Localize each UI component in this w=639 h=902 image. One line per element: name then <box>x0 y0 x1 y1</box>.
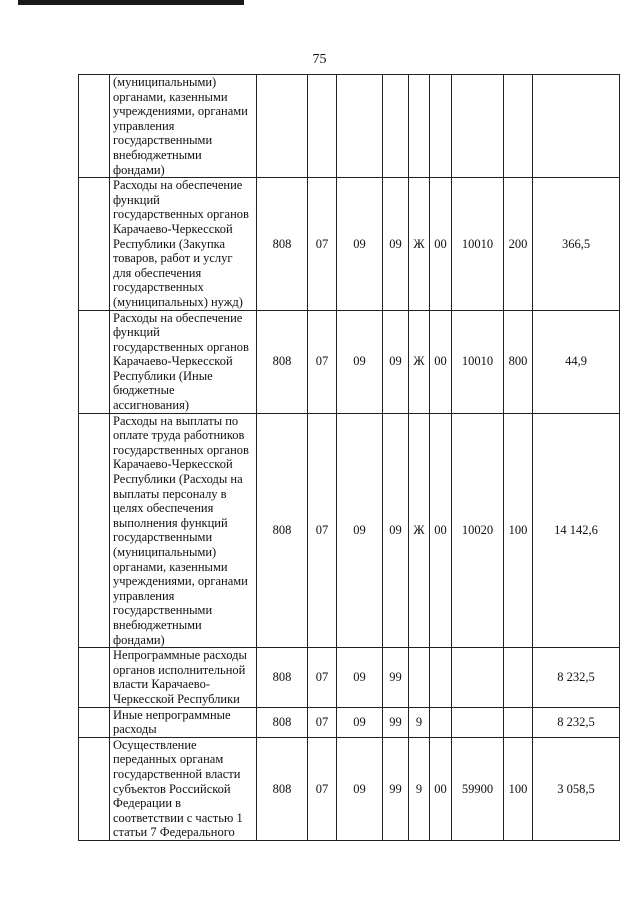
cell-ministry-code <box>257 75 308 178</box>
cell-amount: 44,9 <box>533 310 620 413</box>
cell-target-subprogram: Ж <box>409 413 430 648</box>
table-row <box>79 648 620 707</box>
description-line: учреждениями, органами <box>113 104 248 119</box>
description-line: государственными <box>113 530 213 545</box>
description-line: Карачаево-Черкесской <box>113 354 233 369</box>
description-line: государственных органов <box>113 339 249 354</box>
description-line: бюджетные <box>113 383 175 398</box>
cell-description <box>110 310 257 413</box>
cell-expense-type: 100 <box>504 737 533 840</box>
cell-target-program: 99 <box>383 737 409 840</box>
description-line: выполнения функций <box>113 515 228 530</box>
description-line: расходы <box>113 722 157 737</box>
description-line: Непрограммные расходы <box>113 648 247 663</box>
description-line: Черкесской Республики <box>113 691 240 706</box>
cell-amount: 8 232,5 <box>533 648 620 707</box>
table-row <box>79 707 620 737</box>
cell-subsection: 09 <box>337 707 383 737</box>
cell-target-program: 09 <box>383 178 409 310</box>
description-line: целях обеспечения <box>113 501 214 516</box>
description-line: Карачаево-Черкесской <box>113 457 233 472</box>
cell-row-number <box>79 737 110 840</box>
cell-target-direction <box>452 648 504 707</box>
cell-expense-type <box>504 707 533 737</box>
description-line: товаров, работ и услуг <box>113 251 233 266</box>
description-line: учреждениями, органами <box>113 574 248 589</box>
cell-target-subprogram <box>409 75 430 178</box>
cell-row-number <box>79 310 110 413</box>
description-line: (муниципальных) нужд) <box>113 294 243 309</box>
description-line: переданных органам <box>113 752 224 767</box>
description-line: (муниципальными) <box>113 545 217 559</box>
cell-section: 07 <box>308 413 337 648</box>
description-line: субъектов Российской <box>113 781 231 796</box>
description-line: государственной власти <box>113 766 241 781</box>
description-line: внебюджетными <box>113 617 202 632</box>
cell-target-activity <box>430 648 452 707</box>
description-line: оплате труда работников <box>113 428 245 443</box>
cell-target-program: 99 <box>383 648 409 707</box>
cell-ministry-code: 808 <box>257 707 308 737</box>
cell-ministry-code: 808 <box>257 737 308 840</box>
cell-amount: 8 232,5 <box>533 707 620 737</box>
description-line: (муниципальными) <box>113 75 217 89</box>
cell-target-subprogram: Ж <box>409 310 430 413</box>
cell-expense-type: 200 <box>504 178 533 310</box>
cell-section: 07 <box>308 737 337 840</box>
cell-amount: 14 142,6 <box>533 413 620 648</box>
cell-target-direction <box>452 75 504 178</box>
table-row <box>79 75 620 178</box>
cell-description <box>110 648 257 707</box>
description-line: Республики (Расходы на <box>113 472 243 487</box>
description-line: власти Карачаево- <box>113 677 210 692</box>
page-number: 75 <box>312 52 327 67</box>
description-line: функций <box>113 325 160 340</box>
description-line: Республики (Иные <box>113 368 213 383</box>
cell-amount: 3 058,5 <box>533 737 620 840</box>
description-line: управления <box>113 588 175 603</box>
cell-section: 07 <box>308 707 337 737</box>
description-line: государственных органов <box>113 207 249 222</box>
cell-subsection: 09 <box>337 310 383 413</box>
description-line: органами, казенными <box>113 89 228 104</box>
description-line: ассигнования) <box>113 398 189 413</box>
description-line: Осуществление <box>113 737 197 752</box>
cell-description <box>110 737 257 840</box>
cell-target-program: 09 <box>383 310 409 413</box>
cell-subsection: 09 <box>337 737 383 840</box>
top-edge-bar <box>18 0 244 5</box>
cell-description <box>110 707 257 737</box>
cell-target-subprogram: Ж <box>409 178 430 310</box>
cell-ministry-code: 808 <box>257 178 308 310</box>
table-row <box>79 413 620 648</box>
cell-target-subprogram: 9 <box>409 707 430 737</box>
description-line: Расходы на выплаты по <box>113 413 239 428</box>
cell-expense-type: 100 <box>504 413 533 648</box>
description-line: Республики (Закупка <box>113 236 226 251</box>
description-line: органами, казенными <box>113 559 228 574</box>
description-line: Федерации в <box>113 796 182 811</box>
cell-target-subprogram <box>409 648 430 707</box>
cell-section: 07 <box>308 648 337 707</box>
cell-target-direction <box>452 707 504 737</box>
cell-target-program: 99 <box>383 707 409 737</box>
cell-target-activity <box>430 75 452 178</box>
description-line: Расходы на обеспечение <box>113 178 243 193</box>
cell-row-number <box>79 707 110 737</box>
cell-target-program: 09 <box>383 413 409 648</box>
cell-ministry-code: 808 <box>257 413 308 648</box>
table-row <box>79 310 620 413</box>
description-line: государственных <box>113 280 204 295</box>
cell-target-activity: 00 <box>430 178 452 310</box>
cell-row-number <box>79 178 110 310</box>
description-line: соответствии с частью 1 <box>113 810 243 825</box>
description-line: выплаты персоналу в <box>113 486 227 501</box>
cell-expense-type: 800 <box>504 310 533 413</box>
cell-expense-type <box>504 648 533 707</box>
description-line: государственными <box>113 603 213 618</box>
cell-ministry-code: 808 <box>257 310 308 413</box>
description-line: органов исполнительной <box>113 662 246 677</box>
budget-table <box>78 74 620 841</box>
cell-subsection: 09 <box>337 178 383 310</box>
cell-target-activity <box>430 707 452 737</box>
description-line: функций <box>113 192 160 207</box>
cell-target-subprogram: 9 <box>409 737 430 840</box>
cell-row-number <box>79 75 110 178</box>
cell-target-direction: 10010 <box>452 310 504 413</box>
cell-target-activity: 00 <box>430 310 452 413</box>
cell-target-direction: 59900 <box>452 737 504 840</box>
cell-subsection <box>337 75 383 178</box>
cell-section <box>308 75 337 178</box>
description-line: государственных органов <box>113 442 249 457</box>
cell-expense-type <box>504 75 533 178</box>
table-row <box>79 178 620 310</box>
table-body <box>79 75 620 841</box>
cell-section: 07 <box>308 178 337 310</box>
description-line: фондами) <box>113 162 165 177</box>
cell-target-direction: 10010 <box>452 178 504 310</box>
cell-row-number <box>79 413 110 648</box>
cell-description <box>110 178 257 310</box>
description-line: Иные непрограммные <box>113 707 231 722</box>
cell-description <box>110 75 257 178</box>
cell-row-number <box>79 648 110 707</box>
cell-amount <box>533 75 620 178</box>
description-line: государственными <box>113 133 213 148</box>
cell-subsection: 09 <box>337 413 383 648</box>
table-row <box>79 737 620 840</box>
cell-amount: 366,5 <box>533 178 620 310</box>
cell-target-direction: 10020 <box>452 413 504 648</box>
description-line: Расходы на обеспечение <box>113 310 243 325</box>
cell-target-activity: 00 <box>430 413 452 648</box>
cell-ministry-code: 808 <box>257 648 308 707</box>
description-line: управления <box>113 118 175 133</box>
description-line: фондами) <box>113 632 165 647</box>
cell-description <box>110 413 257 648</box>
description-line: Карачаево-Черкесской <box>113 221 233 236</box>
description-line: для обеспечения <box>113 265 202 280</box>
cell-target-activity: 00 <box>430 737 452 840</box>
description-line: внебюджетными <box>113 147 202 162</box>
cell-subsection: 09 <box>337 648 383 707</box>
description-line: статьи 7 Федерального <box>113 825 235 840</box>
cell-section: 07 <box>308 310 337 413</box>
cell-target-program <box>383 75 409 178</box>
